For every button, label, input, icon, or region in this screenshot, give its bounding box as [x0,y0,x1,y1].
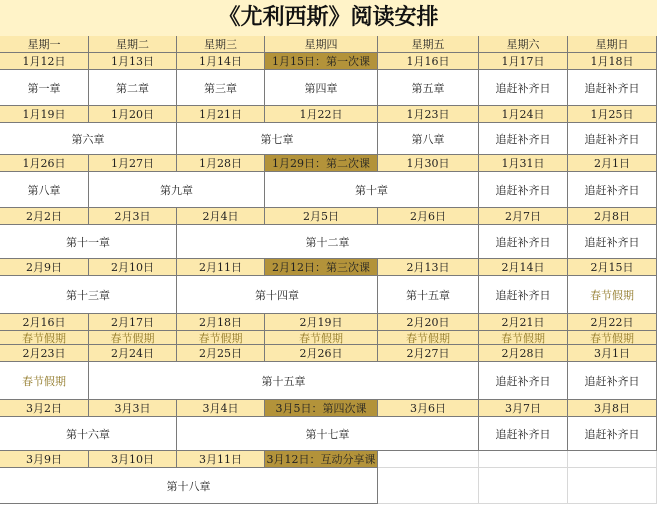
empty-cell [378,468,479,504]
date-cell: 1月17日 [479,53,568,70]
date-cell: 2月28日 [479,345,568,362]
date-cell: 3月4日 [177,400,265,417]
page-title: 《尤利西斯》阅读安排 [0,0,657,36]
reading-cell: 第十章 [265,172,479,208]
date-cell: 2月6日 [378,208,479,225]
date-cell: 1月13日 [89,53,177,70]
holiday-cell: 春节假期 [177,331,265,345]
holiday-cell: 春节假期 [568,331,657,345]
reading-cell: 第十四章 [177,276,378,314]
date-cell: 3月3日 [89,400,177,417]
date-cell: 2月25日 [177,345,265,362]
date-cell: 3月11日 [177,451,265,468]
date-cell: 2月22日 [568,314,657,331]
weekday-header: 星期日 [568,36,657,53]
reading-cell: 追赶补齐日 [568,123,657,155]
holiday-cell: 春节假期 [378,331,479,345]
date-cell: 2月24日 [89,345,177,362]
date-cell: 2月11日 [177,259,265,276]
empty-cell [479,468,568,504]
reading-cell: 追赶补齐日 [479,70,568,106]
date-cell: 1月19日 [0,106,89,123]
date-cell: 2月13日 [378,259,479,276]
reading-cell: 追赶补齐日 [568,70,657,106]
weekday-header: 星期三 [177,36,265,53]
date-cell: 2月18日 [177,314,265,331]
date-cell: 1月18日 [568,53,657,70]
date-cell: 3月2日 [0,400,89,417]
date-cell: 2月10日 [89,259,177,276]
lesson-date-cell: 1月15日：第一次课 [265,53,378,70]
holiday-cell: 春节假期 [265,331,378,345]
weekday-header: 星期二 [89,36,177,53]
reading-cell: 追赶补齐日 [479,362,568,400]
lesson-date-cell: 3月5日：第四次课 [265,400,378,417]
reading-cell: 第四章 [265,70,378,106]
reading-cell: 追赶补齐日 [568,362,657,400]
reading-cell: 追赶补齐日 [568,172,657,208]
date-cell: 3月8日 [568,400,657,417]
weekday-header: 星期五 [378,36,479,53]
reading-cell: 第十八章 [0,468,378,504]
empty-cell [568,468,657,504]
date-cell: 1月22日 [265,106,378,123]
date-cell: 3月1日 [568,345,657,362]
date-cell: 3月7日 [479,400,568,417]
date-cell: 3月10日 [89,451,177,468]
date-cell: 2月14日 [479,259,568,276]
date-cell: 2月8日 [568,208,657,225]
date-cell: 2月5日 [265,208,378,225]
date-cell: 2月19日 [265,314,378,331]
date-cell: 1月30日 [378,155,479,172]
empty-cell [378,451,479,468]
lesson-date-cell: 2月12日：第三次课 [265,259,378,276]
reading-cell: 追赶补齐日 [479,225,568,259]
date-cell: 2月17日 [89,314,177,331]
reading-cell: 第七章 [177,123,378,155]
reading-cell: 第十五章 [89,362,479,400]
date-cell: 2月27日 [378,345,479,362]
reading-cell: 第十二章 [177,225,479,259]
date-cell: 2月21日 [479,314,568,331]
date-cell: 1月24日 [479,106,568,123]
empty-cell [479,451,568,468]
weekday-header: 星期六 [479,36,568,53]
date-cell: 1月23日 [378,106,479,123]
date-cell: 3月9日 [0,451,89,468]
lesson-date-cell: 3月12日：互动分享课 [265,451,378,468]
reading-cell: 第二章 [89,70,177,106]
date-cell: 1月25日 [568,106,657,123]
date-cell: 1月14日 [177,53,265,70]
reading-cell: 追赶补齐日 [479,276,568,314]
lesson-date-cell: 1月29日：第二次课 [265,155,378,172]
date-cell: 1月12日 [0,53,89,70]
date-cell: 2月15日 [568,259,657,276]
reading-cell: 第十六章 [0,417,177,451]
schedule-table [0,36,657,518]
date-cell: 2月16日 [0,314,89,331]
reading-cell: 追赶补齐日 [568,225,657,259]
reading-cell: 第十五章 [378,276,479,314]
reading-cell: 追赶补齐日 [479,123,568,155]
date-cell: 2月7日 [479,208,568,225]
reading-cell: 追赶补齐日 [479,172,568,208]
weekday-header: 星期四 [265,36,378,53]
date-cell: 1月28日 [177,155,265,172]
reading-cell: 第八章 [0,172,89,208]
date-cell: 1月26日 [0,155,89,172]
date-cell: 1月31日 [479,155,568,172]
reading-cell: 第十三章 [0,276,177,314]
date-cell: 2月3日 [89,208,177,225]
reading-cell: 第九章 [89,172,265,208]
holiday-cell: 春节假期 [479,331,568,345]
holiday-cell: 春节假期 [568,276,657,314]
date-cell: 1月16日 [378,53,479,70]
holiday-cell: 春节假期 [89,331,177,345]
date-cell: 1月21日 [177,106,265,123]
holiday-cell: 春节假期 [0,331,89,345]
reading-cell: 第十一章 [0,225,177,259]
date-cell: 2月2日 [0,208,89,225]
reading-cell: 第十七章 [177,417,479,451]
reading-cell: 追赶补齐日 [479,417,568,451]
date-cell: 2月23日 [0,345,89,362]
empty-cell [568,451,657,468]
weekday-header: 星期一 [0,36,89,53]
reading-cell: 第六章 [0,123,177,155]
date-cell: 1月20日 [89,106,177,123]
date-cell: 2月1日 [568,155,657,172]
reading-cell: 第一章 [0,70,89,106]
date-cell: 2月20日 [378,314,479,331]
date-cell: 3月6日 [378,400,479,417]
date-cell: 2月4日 [177,208,265,225]
reading-cell: 追赶补齐日 [568,417,657,451]
date-cell: 1月27日 [89,155,177,172]
reading-cell: 第八章 [378,123,479,155]
reading-cell: 第三章 [177,70,265,106]
holiday-cell: 春节假期 [0,362,89,400]
date-cell: 2月26日 [265,345,378,362]
reading-cell: 第五章 [378,70,479,106]
date-cell: 2月9日 [0,259,89,276]
